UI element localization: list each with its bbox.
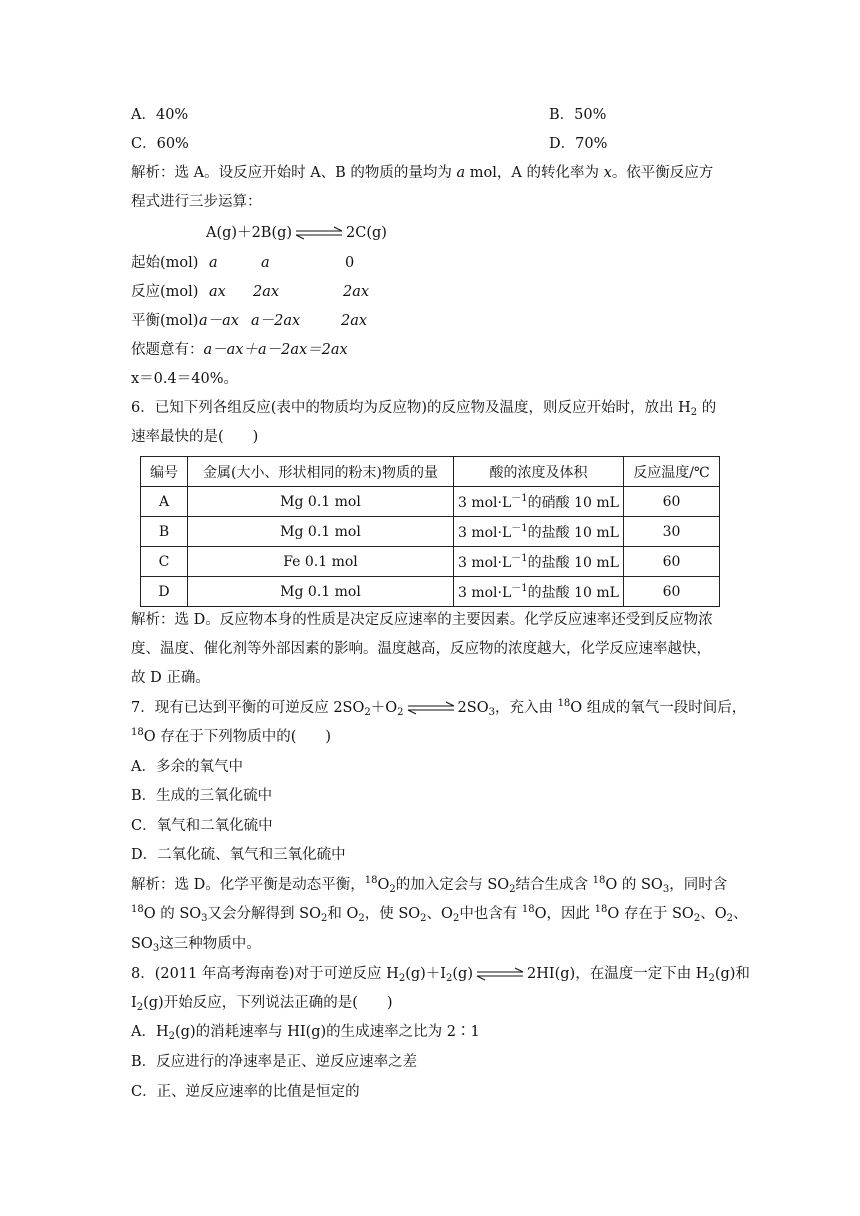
text: 3 mol·L [458, 584, 512, 601]
cell-acid [454, 547, 624, 577]
text: ，同时含 [669, 877, 728, 893]
superscript: 18 [521, 904, 535, 915]
q6-analysis-line-1: 解析：选 D。反应物本身的性质是决定反应速率的主要因素。化学反应速率还受到反应物浓 [131, 612, 713, 628]
superscript: 18 [131, 727, 144, 738]
text: O 组成的氧气一段时间后， [570, 700, 747, 716]
value: a [261, 255, 270, 271]
text: O 的 SO [143, 906, 202, 922]
cell-id: C [141, 547, 188, 577]
q5-row-reaction [131, 282, 370, 302]
text: 3 mol·L [458, 524, 512, 541]
q5-row-start [131, 253, 355, 273]
text: 。依平衡反应方 [611, 165, 714, 181]
text: ＋O [370, 700, 398, 716]
var: x [603, 165, 612, 181]
text: O 的 SO [605, 877, 663, 893]
cell-temp: 60 [623, 547, 719, 577]
q8-stem-line-1 [131, 964, 750, 984]
subscript: 2 [420, 913, 427, 924]
equilibrium-arrow-icon [294, 226, 344, 240]
value: 2ax [343, 284, 370, 300]
text: 的盐酸 10 mL [527, 524, 619, 541]
subscript: 2 [389, 884, 396, 895]
header-metal: 金属(大小、形状相同的粉末)物质的量 [188, 457, 454, 487]
text: 8．(2011 年高考海南卷)对于可逆反应 H [131, 966, 399, 982]
q7-analysis-line-3 [131, 934, 261, 954]
text: 2HI(g)，在温度一定下由 H [527, 966, 709, 982]
q5-row-equilibrium [131, 311, 368, 331]
q6-analysis-line-2: 度、温度、催化剂等外部因素的影响。温度越高，反应物的浓度越大，化学反应速率越快， [131, 641, 711, 657]
text: 依题意有： [131, 342, 204, 358]
q7-option-c: C．氧气和二氧化硫中 [131, 818, 273, 834]
subscript: 2 [358, 913, 365, 924]
q5-option-row-2 [131, 134, 608, 154]
text: O，因此 [534, 906, 595, 922]
cell-temp: 60 [623, 487, 719, 517]
subscript: 2 [452, 913, 460, 924]
value: 0 [345, 255, 355, 271]
q5-option-c: C．60% [131, 136, 189, 152]
header-acid: 酸的浓度及体积 [454, 457, 624, 487]
value: 2ax [341, 313, 368, 329]
q7-stem-line-1 [131, 698, 746, 718]
value: 2ax [253, 284, 280, 300]
subscript: 2 [726, 913, 733, 924]
superscript: 18 [594, 904, 608, 915]
table-row [141, 487, 720, 517]
subscript: 2 [398, 973, 406, 984]
cell-acid [454, 487, 624, 517]
text: (g)＋I [405, 966, 447, 982]
cell-id: D [141, 577, 188, 607]
table-header-row [141, 457, 720, 487]
q7-stem-line-2 [131, 727, 331, 747]
table-row [141, 547, 720, 577]
superscript: 18 [557, 698, 571, 709]
q5-equation [206, 223, 387, 243]
subscript: 3 [152, 943, 160, 954]
q5-result: x＝0.4＝40%。 [131, 371, 238, 387]
subscript: 2 [446, 973, 453, 984]
text: 2SO [457, 700, 489, 716]
cell-temp: 30 [623, 517, 719, 547]
text: 又会分解得到 SO [207, 906, 321, 922]
subscript: 2 [397, 707, 404, 718]
text: mol，A 的转化率为 [465, 165, 604, 181]
text: A．H [131, 1024, 169, 1040]
subscript: 2 [136, 1002, 144, 1013]
superscript: －1 [511, 582, 528, 594]
subscript: 2 [364, 707, 371, 718]
superscript: －1 [511, 522, 528, 534]
q5-option-b: B．50% [549, 107, 607, 123]
text: 结合生成含 [515, 877, 593, 893]
cell-id: A [141, 487, 188, 517]
q7-analysis-line-2 [131, 904, 747, 924]
value: a－ax [199, 313, 239, 329]
text: (g)和 [714, 966, 750, 982]
value: a [209, 255, 218, 271]
text: 的硝酸 10 mL [527, 494, 619, 511]
superscript: 18 [131, 904, 144, 915]
text: (g)开始反应，下列说法正确的是( ) [143, 995, 393, 1011]
q7-option-a: A．多余的氧气中 [131, 759, 243, 775]
text: O [377, 877, 390, 893]
q5-analysis-line-1 [131, 163, 713, 183]
text: 6．已知下列各组反应(表中的物质均为反应物)的反应物及温度，则反应开始时，放出 H [131, 400, 691, 416]
subscript: 2 [690, 407, 698, 418]
text: I [131, 995, 137, 1011]
text: O 存在于下列物质中的( ) [143, 729, 332, 745]
cell-acid [454, 577, 624, 607]
text: SO [131, 936, 153, 952]
subscript: 3 [662, 884, 670, 895]
superscript: －1 [511, 492, 528, 504]
text: 的盐酸 10 mL [527, 584, 619, 601]
value: a－2ax [251, 313, 301, 329]
value: ax [209, 284, 226, 300]
equilibrium-arrow-icon [406, 701, 456, 715]
q8-stem-line-2 [131, 993, 393, 1013]
text: ，充入由 [494, 700, 558, 716]
q5-condition [131, 340, 348, 360]
var: a [456, 165, 466, 181]
q6-table [140, 456, 720, 607]
q5-option-row-1 [131, 105, 607, 125]
q7-option-d: D．二氧化硫、氧气和三氧化硫中 [131, 847, 346, 863]
q8-option-c: C．正、逆反应速率的比值是恒定的 [131, 1084, 360, 1100]
text: 解析：选 A。设反应开始时 A、B 的物质的量均为 [131, 165, 457, 181]
equilibrium-arrow-icon [475, 967, 525, 981]
superscript: 18 [364, 875, 378, 886]
text: 3 mol·L [458, 554, 512, 571]
q6-stem-line-2: 速率最快的是( ) [131, 429, 259, 445]
subscript: 2 [693, 913, 701, 924]
text: 、O [426, 906, 453, 922]
q8-option-a [131, 1022, 480, 1042]
header-id: 编号 [141, 457, 188, 487]
cell-metal: Mg 0.1 mol [188, 577, 454, 607]
q5-analysis-line-2: 程式进行三步运算： [131, 194, 262, 210]
superscript: 18 [592, 875, 606, 886]
cell-id: B [141, 517, 188, 547]
text: 这三种物质中。 [159, 936, 261, 952]
text: 的盐酸 10 mL [527, 554, 619, 571]
cell-metal: Mg 0.1 mol [188, 517, 454, 547]
text: 、 [732, 906, 748, 922]
q5-option-d: D．70% [549, 136, 608, 152]
text: 的 [697, 400, 717, 416]
table-row [141, 517, 720, 547]
row-label: 平衡(mol) [131, 313, 199, 329]
cell-acid [454, 517, 624, 547]
superscript: －1 [511, 552, 528, 564]
q5-option-a: A．40% [131, 107, 189, 123]
text: 3 mol·L [458, 494, 512, 511]
cell-temp: 60 [623, 577, 719, 607]
cell-metal: Fe 0.1 mol [188, 547, 454, 577]
subscript: 2 [509, 884, 516, 895]
header-temp: 反应温度/℃ [623, 457, 719, 487]
subscript: 3 [488, 707, 495, 718]
equation-right: 2C(g) [346, 225, 387, 241]
q6-analysis-line-3: 故 D 正确。 [131, 670, 210, 686]
row-label: 反应(mol) [131, 284, 199, 300]
text: ，使 SO [364, 906, 421, 922]
row-label: 起始(mol) [131, 255, 199, 271]
q8-option-b: B．反应进行的净速率是正、逆反应速率之差 [131, 1054, 418, 1070]
text: 和 O [327, 906, 359, 922]
text: 7．现有已达到平衡的可逆反应 2SO [131, 700, 365, 716]
text: 的加入定会与 SO [395, 877, 510, 893]
subscript: 2 [708, 973, 715, 984]
cell-metal: Mg 0.1 mol [188, 487, 454, 517]
subscript: 2 [168, 1031, 175, 1042]
equation-left: A(g)＋2B(g) [206, 225, 293, 241]
q7-analysis-line-1 [131, 875, 727, 895]
text: (g) [452, 966, 473, 982]
q6-stem-line-1 [131, 398, 716, 418]
text: 解析：选 D。化学平衡是动态平衡， [131, 877, 365, 893]
q7-option-b: B．生成的三氧化硫中 [131, 788, 273, 804]
text: 、O [700, 906, 727, 922]
text: (g)的消耗速率与 HI(g)的生成速率之比为 2∶1 [175, 1024, 480, 1040]
table-row [141, 577, 720, 607]
text: O 存在于 SO [607, 906, 694, 922]
text: 中也含有 [459, 906, 522, 922]
expression: a－ax＋a－2ax＝2ax [203, 342, 348, 358]
subscript: 2 [320, 913, 328, 924]
subscript: 3 [201, 913, 208, 924]
